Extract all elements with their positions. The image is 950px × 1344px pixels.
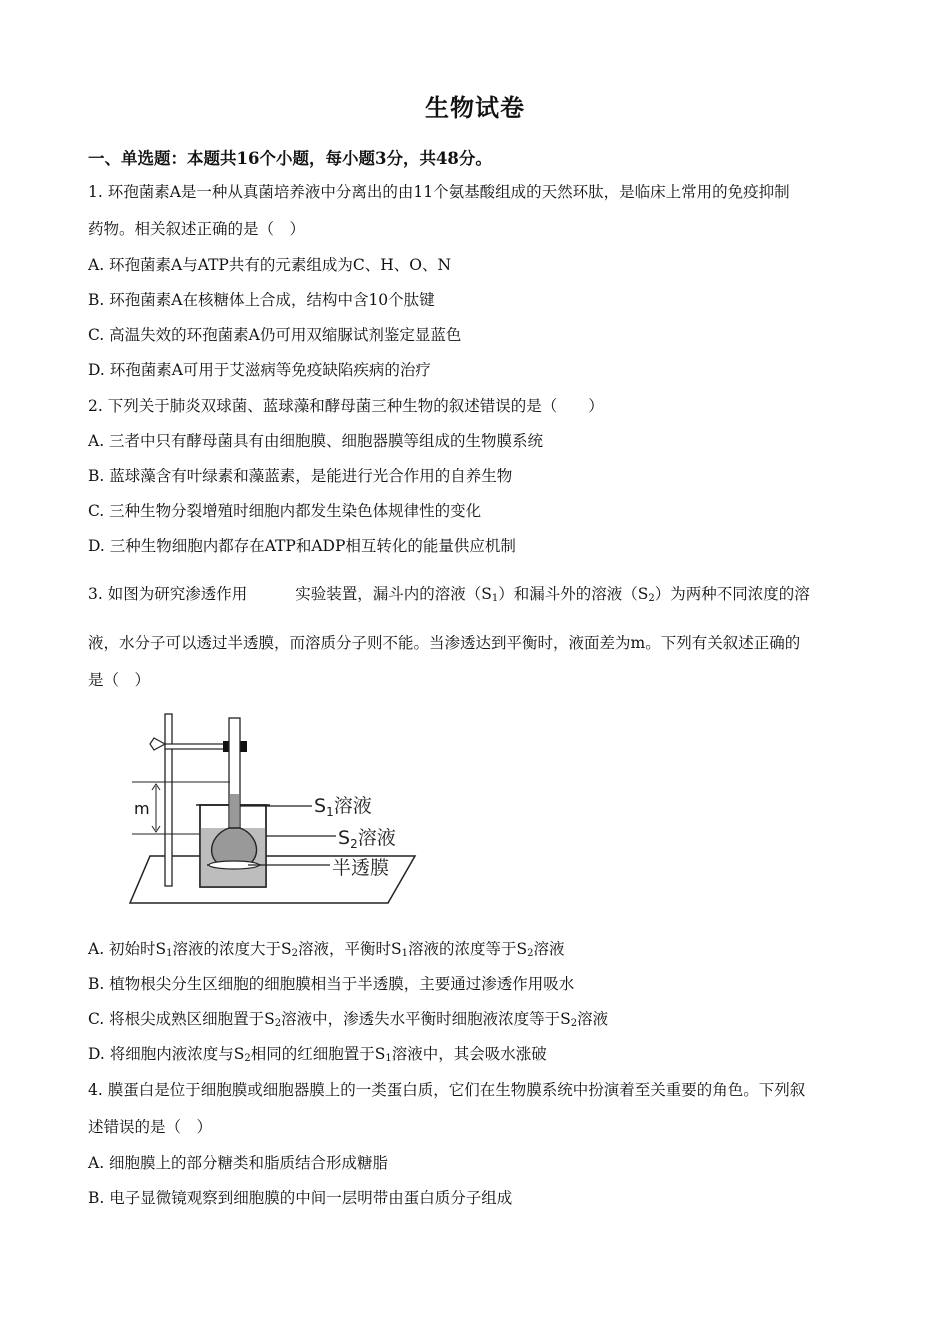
s2-suffix: 溶液 (357, 827, 396, 849)
svg-text:半透膜 (332, 857, 389, 879)
q4-stem-line1: 4. 膜蛋白是位于细胞膜或细胞器膜上的一类蛋白质，它们在生物膜系统中扮演着至关重要的角色。下列叙 (88, 1081, 806, 1099)
q2-option-c: C. 三种生物分裂增殖时细胞内都发生染色体规律性的变化 (88, 502, 482, 520)
q3-text: 3. 如图为研究渗透作用 (88, 585, 248, 603)
s1-subscript: 1 (326, 805, 334, 819)
q3-text: ）为两种不同浓度的溶 (654, 585, 810, 603)
q2-option-d: D. 三种生物细胞内都存在ATP和ADP相互转化的能量供应机制 (88, 537, 516, 555)
q3-option-d: D. 将细胞内液浓度与$S_2$相同的红细胞置于$S_1$溶液中，其会吸水涨破 (88, 1045, 547, 1064)
q1-option-a: A. 环孢菌素A与ATP共有的元素组成为C、H、O、N (88, 256, 452, 274)
thumbscrew-icon (150, 738, 165, 750)
q1-option-d: D. 环孢菌素A可用于艾滋病等免疫缺陷疾病的治疗 (88, 361, 431, 379)
s1-solution-column (230, 794, 239, 832)
q2-stem: 2. 下列关于肺炎双球菌、蓝球藻和酵母菌三种生物的叙述错误的是（ ） (88, 397, 604, 415)
q3-text: ）和漏斗外的溶液（S (498, 585, 649, 603)
s1-label: S (314, 795, 327, 817)
svg-text:S1溶液 (314, 795, 372, 819)
q1-option-c: C. 高温失效的环孢菌素A仍可用双缩脲试剂鉴定显蓝色 (88, 326, 462, 344)
membrane-label: 半透膜 (332, 857, 390, 879)
section-heading: 一、单选题：本题共16个小题，每小题3分，共48分。 (88, 149, 492, 168)
q1-stem-line2: 药物。相关叙述正确的是（ ） (88, 220, 306, 238)
page-title: 生物试卷 (425, 93, 525, 122)
svg-text:S2溶液 (338, 827, 396, 851)
q3-stem-line3: 是（ ） (88, 671, 151, 689)
q4-stem-line2: 述错误的是（ ） (88, 1118, 213, 1136)
q3-stem-line2: 液，水分子可以透过半透膜，而溶质分子则不能。当渗透达到平衡时，液面差为m。下列有关叙述正确的 (88, 634, 801, 652)
osmosis-apparatus-diagram (120, 708, 420, 908)
svg-text:m (134, 799, 150, 818)
q3-stem-line1 (88, 583, 878, 610)
subscript: 2 (648, 593, 655, 604)
s1-suffix: 溶液 (333, 795, 372, 817)
subscript: 1 (491, 593, 499, 604)
q2-option-b: B. 蓝球藻含有叶绿素和藻蓝素，是能进行光合作用的自养生物 (88, 467, 513, 485)
stand-rod (165, 714, 172, 886)
q4-option-a: A. 细胞膜上的部分糖类和脂质结合形成糖脂 (88, 1154, 389, 1172)
s2-subscript: 2 (350, 837, 358, 851)
q3-text: 实验装置，漏斗内的溶液（S (295, 585, 492, 603)
q3-option-a: A. 初始时$S_1$溶液的浓度大于$S_2$溶液，平衡时$S_1$溶液的浓度等于$S_2$溶液 (88, 940, 565, 959)
q1-option-b: B. 环孢菌素A在核糖体上合成，结构中含10个肽键 (88, 291, 435, 309)
q1-stem-line1: 1. 环孢菌素A是一种从真菌培养液中分离出的由11个氨基酸组成的天然环肽，是临床上常用的免疫抑制 (88, 183, 790, 201)
q4-option-b: B. 电子显微镜观察到细胞膜的中间一层明带由蛋白质分子组成 (88, 1189, 513, 1207)
m-label: m (134, 799, 150, 818)
q3-option-c: C. 将根尖成熟区细胞置于$S_2$溶液中，渗透失水平衡时细胞液浓度等于$S_2$溶液 (88, 1010, 609, 1029)
s2-label: S (338, 827, 351, 849)
q2-option-a: A. 三者中只有酵母菌具有由细胞膜、细胞器膜等组成的生物膜系统 (88, 432, 544, 450)
q3-option-b: B. 植物根尖分生区细胞的细胞膜相当于半透膜，主要通过渗透作用吸水 (88, 975, 575, 993)
